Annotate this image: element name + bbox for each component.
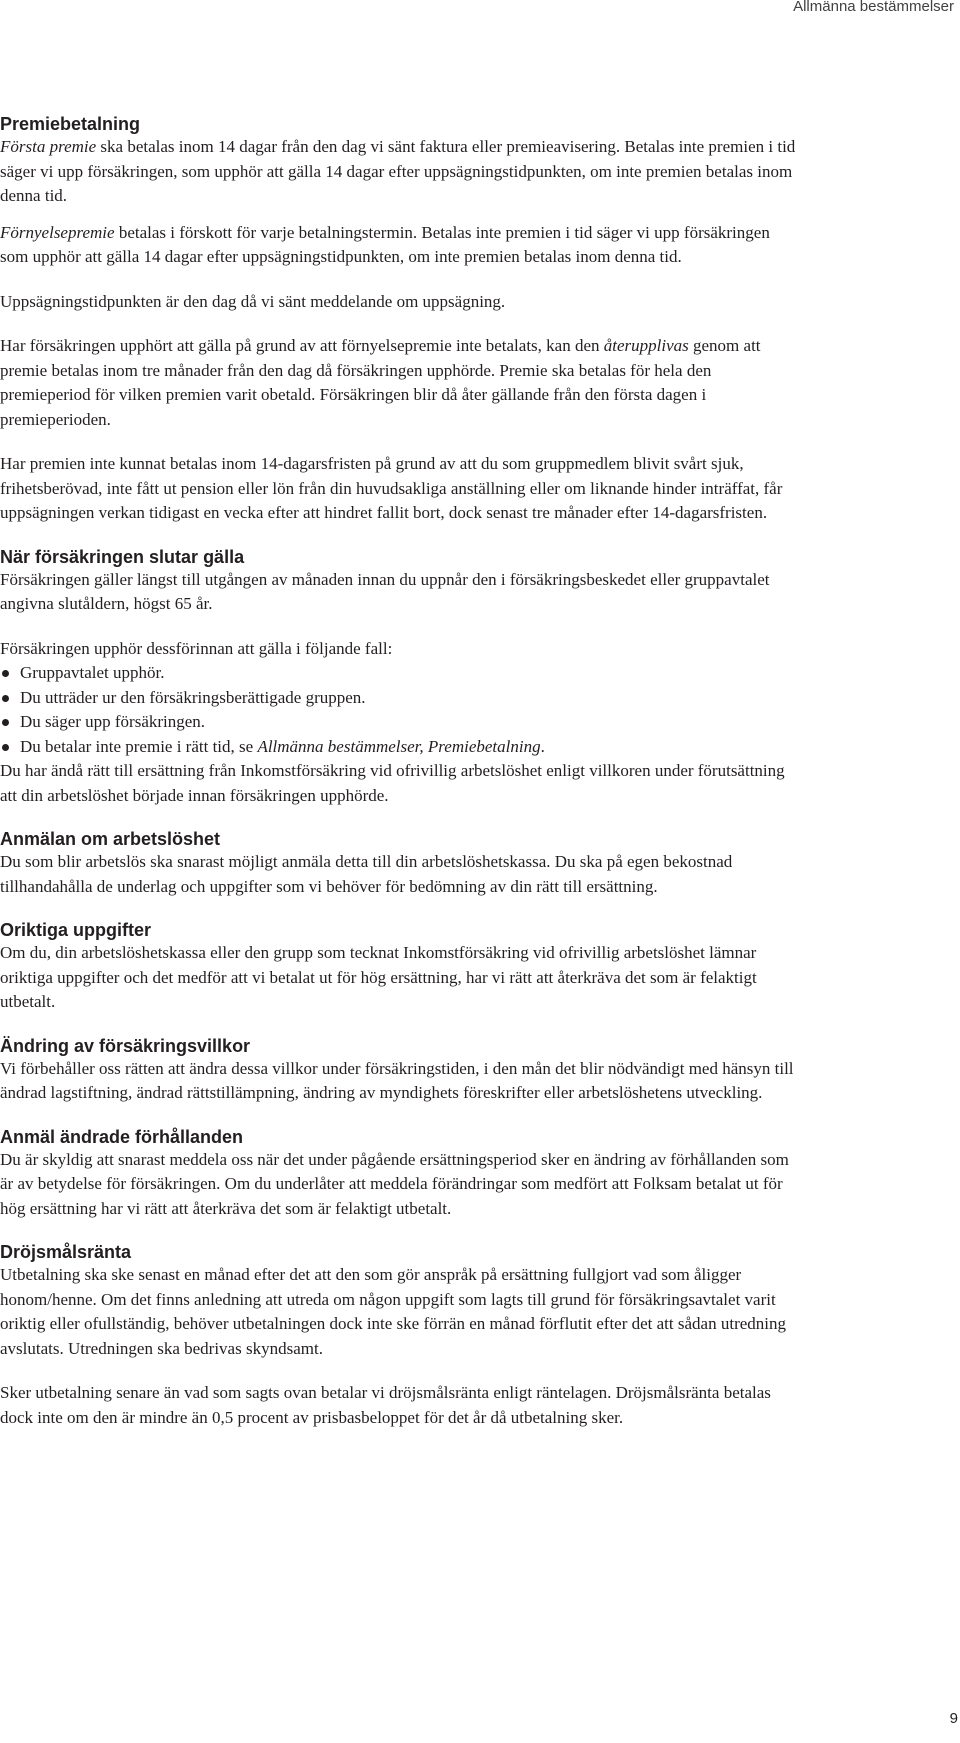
- paragraph-text: genom att premie betalas inom tre månader från den dag då försäkringen upphörde. Premie ska betalas för hela den premieperiod för vilken premien varit obetald. Försäkringen blir då åter gällande från den första dagen i premieperioden.: [0, 336, 761, 429]
- list-item: [0, 735, 800, 760]
- emphasis: Första premie: [0, 137, 97, 156]
- cross-reference: Allmänna bestämmelser, Premiebetalning: [257, 736, 541, 756]
- paragraph: Försäkringen upphör dessförinnan att gälla i följande fall:: [0, 638, 393, 658]
- heading-premiebetalning: Premiebetalning: [0, 114, 141, 134]
- paragraph-text: betalas i förskott för varje betalningstermin. Betalas inte premien i tid säger vi upp försäkringen som upphör att gälla 14 dagar efter uppsägningstidpunkten, om inte premien betalas inom denna tid.: [0, 222, 770, 266]
- heading-andring: Ändring av försäkringsvillkor: [0, 1035, 251, 1056]
- running-header: Allmänna bestämmelser: [793, 0, 954, 15]
- paragraph: [0, 334, 800, 432]
- paragraph: [0, 135, 800, 209]
- section-premiebetalning: [0, 113, 800, 526]
- paragraph: Du är skyldig att snarast meddela oss när det under pågående ersättningsperiod sker en ändring av förhållanden som är av betydelse för försäkringen. Om du underlåter att meddela förändringar som medfört att Folksam betalat ut för hög ersättning har vi rätt att återkräva det som är felaktigt utbetalt.: [0, 1149, 789, 1218]
- paragraph: Du som blir arbetslös ska snarast möjligt anmäla detta till din arbetslöshetskassa. Du ska på egen bekostnad tillhandahålla de underlag och uppgifter som vi behöver för bedömning av din rätt till ersättning.: [0, 852, 733, 896]
- paragraph: Vi förbehåller oss rätten att ändra dessa villkor under försäkringstiden, i den mån det blir nödvändigt med hänsyn till ändrad lagstiftning, ändrad rättstillämpning, ändring av myndighets föreskrifter eller arbetslöshetens utveckling.: [0, 1058, 794, 1102]
- paragraph: [0, 221, 800, 270]
- list-item-text: .: [540, 736, 545, 756]
- section-anmalan: [0, 828, 800, 899]
- paragraph: Försäkringen gäller längst till utgången av månaden innan du uppnår den i försäkringsbeskedet eller gruppavtalet angivna slutåldern, högst 65 år.: [0, 569, 770, 613]
- list-item: Du säger upp försäkringen.: [0, 710, 800, 735]
- emphasis: återupplivas: [603, 336, 689, 355]
- list-item: Du utträder ur den försäkringsberättigade gruppen.: [0, 686, 800, 711]
- section-anmal-andrade: [0, 1126, 800, 1222]
- section-slutar-galla: [0, 546, 800, 809]
- paragraph-text: Har försäkringen upphört att gälla på grund av att förnyelsepremie inte betalats, kan den: [0, 336, 604, 355]
- paragraph: Uppsägningstidpunkten är den dag då vi sänt meddelande om uppsägning.: [0, 291, 506, 311]
- heading-anmal-andrade: Anmäl ändrade förhållanden: [0, 1126, 244, 1147]
- paragraph: Har premien inte kunnat betalas inom 14-dagarsfristen på grund av att du som gruppmedlem blivit svårt sjuk, frihetsberövad, inte fått ut pension eller lön från din huvudsakliga anställning eller om liknande hinder inträffat, får uppsägningen verkan tidigast en vecka efter att hindret fallit bort, dock senast tre månader efter 14-dagarsfristen.: [0, 454, 783, 522]
- page-number: 9: [949, 1710, 958, 1727]
- document-body: [0, 113, 800, 1450]
- paragraph: Du har ändå rätt till ersättning från Inkomstförsäkring vid ofrivillig arbetslöshet enligt villkoren under förutsättning att din arbetslöshet började innan försäkringen upphörde.: [0, 761, 785, 805]
- list-item: Gruppavtalet upphör.: [0, 661, 800, 686]
- heading-drojsmalsranta: Dröjsmålsränta: [0, 1242, 132, 1262]
- section-andring: [0, 1035, 800, 1106]
- paragraph: Utbetalning ska ske senast en månad efter det att den som gör anspråk på ersättning fullgjort vad som åligger honom/henne. Om det finns anledning att utreda om någon uppgift som lagts till grund för försäkringsavtalet varit oriktig eller ofullständig, behöver utbetalningen dock inte ske förrän en månad förflutit efter det att sådan utredning avslutats. Utredningen ska bedrivas skyndsamt.: [0, 1265, 786, 1358]
- paragraph: Om du, din arbetslöshetskassa eller den grupp som tecknat Inkomstförsäkring vid ofrivillig arbetslöshet lämnar oriktiga uppgifter och det medför att vi betalat ut för hög ersättning, har vi rätt att återkräva det som är felaktigt utbetalt.: [0, 943, 757, 1011]
- bullet-list: [0, 661, 800, 759]
- section-oriktiga: [0, 919, 800, 1015]
- paragraph-text: ska betalas inom 14 dagar från den dag vi sänt faktura eller premieavisering. Betalas inte premien i tid säger vi upp försäkringen, som upphör att gälla 14 dagar efter uppsägningstidpunkten, om inte premien betalas inom denna tid.: [0, 137, 796, 205]
- section-drojsmalsranta: [0, 1241, 800, 1430]
- emphasis: Förnyelsepremie: [0, 222, 115, 242]
- paragraph: Sker utbetalning senare än vad som sagts ovan betalar vi dröjsmålsränta enligt räntelagen. Dröjsmålsränta betalas dock inte om den är mindre än 0,5 procent av prisbasbeloppet för det år då utbetalning sker.: [0, 1383, 771, 1427]
- heading-oriktiga: Oriktiga uppgifter: [0, 920, 152, 940]
- heading-slutar-galla: När försäkringen slutar gälla: [0, 546, 245, 567]
- heading-anmalan: Anmälan om arbetslöshet: [0, 829, 221, 849]
- list-item-text: Du betalar inte premie i rätt tid, se: [20, 736, 258, 756]
